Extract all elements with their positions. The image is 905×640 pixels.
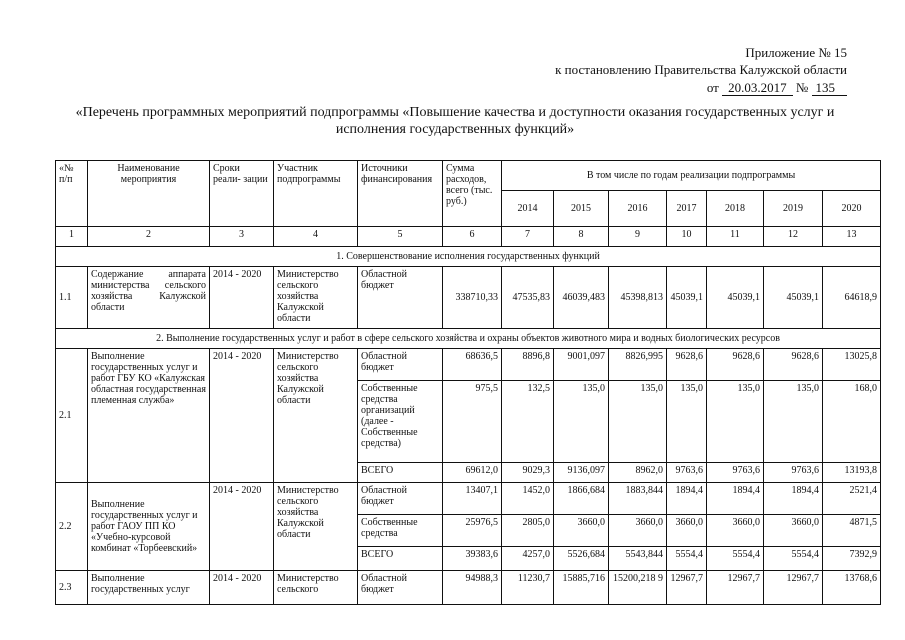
appendix-label: Приложение № 15 xyxy=(745,45,847,60)
row-value: 1894,4 xyxy=(707,483,764,515)
row-value: 135,0 xyxy=(707,381,764,463)
row-name: Выполнение государственных услуг и работ ГБУ КО «Калужская областная государственная племенная служба» xyxy=(88,349,210,483)
row-value: 135,0 xyxy=(667,381,707,463)
row-value: 13025,8 xyxy=(823,349,881,381)
col-num: 12 xyxy=(764,227,823,247)
row-value: 135,0 xyxy=(554,381,609,463)
table-header-row xyxy=(56,161,881,191)
row-value: 12967,7 xyxy=(667,571,707,605)
col-num: 3 xyxy=(210,227,274,247)
col-num: 7 xyxy=(502,227,554,247)
row-total: 69612,0 xyxy=(443,463,502,483)
col-num: 8 xyxy=(554,227,609,247)
row-value: 4871,5 xyxy=(823,515,881,547)
table-row-1-1 xyxy=(56,267,881,329)
row-name: Выполнение государственных услуг xyxy=(88,571,210,605)
table-row-2-1-budget xyxy=(56,349,881,381)
col-num: 11 xyxy=(707,227,764,247)
row-value: 3660,0 xyxy=(609,515,667,547)
row-value: 45039,1 xyxy=(764,267,823,329)
col-sources-header: Источники финансирования xyxy=(358,161,443,227)
row-total: 68636,5 xyxy=(443,349,502,381)
row-value: 3660,0 xyxy=(554,515,609,547)
row-value: 2521,4 xyxy=(823,483,881,515)
table-row-2-2-budget xyxy=(56,483,881,515)
row-value: 168,0 xyxy=(823,381,881,463)
row-value: 9763,6 xyxy=(707,463,764,483)
row-value: 5554,4 xyxy=(667,547,707,571)
from-label: от xyxy=(706,80,719,95)
row-total: 338710,33 xyxy=(443,267,502,329)
row-total: 13407,1 xyxy=(443,483,502,515)
row-value: 13768,6 xyxy=(823,571,881,605)
row-source: Областной бюджет xyxy=(358,267,443,329)
row-source: Собственные средства xyxy=(358,515,443,547)
col-num: 9 xyxy=(609,227,667,247)
year-cell: 2015 xyxy=(554,191,609,227)
row-total: 39383,6 xyxy=(443,547,502,571)
row-value: 12967,7 xyxy=(707,571,764,605)
row-source: Областной бюджет xyxy=(358,349,443,381)
row-name: Содержание аппарата министерства сельского хозяйства Калужской области xyxy=(88,267,210,329)
col-num: 13 xyxy=(823,227,881,247)
row-value: 1894,4 xyxy=(667,483,707,515)
year-cell: 2020 xyxy=(823,191,881,227)
row-value: 9029,3 xyxy=(502,463,554,483)
section-title-1: 1. Совершенствование исполнения государственных функций xyxy=(56,247,881,267)
title-line-1: «Перечень программных мероприятий подпрограммы «Повышение качества и доступности оказания государственных услуг и xyxy=(75,105,835,120)
row-value: 9763,6 xyxy=(764,463,823,483)
row-value: 1452,0 xyxy=(502,483,554,515)
document-title xyxy=(60,104,850,138)
row-value: 9001,097 xyxy=(554,349,609,381)
row-terms: 2014 - 2020 xyxy=(210,267,274,329)
row-value: 3660,0 xyxy=(667,515,707,547)
row-value: 1866,684 xyxy=(554,483,609,515)
year-cell: 2018 xyxy=(707,191,764,227)
row-value: 3660,0 xyxy=(764,515,823,547)
row-terms: 2014 - 2020 xyxy=(210,571,274,605)
row-total: 25976,5 xyxy=(443,515,502,547)
row-value: 7392,9 xyxy=(823,547,881,571)
row-participant: Министерство сельского хозяйства Калужской области xyxy=(274,349,358,483)
row-source: Областной бюджет xyxy=(358,571,443,605)
number-value: 135 xyxy=(812,81,848,96)
row-value: 2805,0 xyxy=(502,515,554,547)
row-value: 3660,0 xyxy=(707,515,764,547)
col-num: 6 xyxy=(443,227,502,247)
year-cell: 2019 xyxy=(764,191,823,227)
row-value: 5554,4 xyxy=(707,547,764,571)
year-cell: 2014 xyxy=(502,191,554,227)
col-num: 2 xyxy=(88,227,210,247)
col-participant-header: Участник подпрограммы xyxy=(274,161,358,227)
col-num: 5 xyxy=(358,227,443,247)
row-value: 5554,4 xyxy=(764,547,823,571)
col-num: 1 xyxy=(56,227,88,247)
row-value: 9628,6 xyxy=(707,349,764,381)
row-value: 9628,6 xyxy=(764,349,823,381)
row-value: 13193,8 xyxy=(823,463,881,483)
row-value: 5526,684 xyxy=(554,547,609,571)
section-title-2: 2. Выполнение государственных услуг и работ в сфере сельского хозяйства и охраны объектов животного мира и водных биологических ресурсов xyxy=(56,329,881,349)
year-cell: 2017 xyxy=(667,191,707,227)
table-row-2-3 xyxy=(56,571,881,605)
row-no: 1.1 xyxy=(56,267,88,329)
row-value: 9763,6 xyxy=(667,463,707,483)
row-source: Областной бюджет xyxy=(358,483,443,515)
row-participant: Министерство сельского хозяйства Калужской области xyxy=(274,267,358,329)
col-years-header: В том числе по годам реализации подпрограммы xyxy=(502,161,881,191)
row-source: ВСЕГО xyxy=(358,463,443,483)
row-participant: Министерство сельского xyxy=(274,571,358,605)
row-value: 8896,8 xyxy=(502,349,554,381)
row-value: 12967,7 xyxy=(764,571,823,605)
column-numbers-row xyxy=(56,227,881,247)
row-value: 5543,844 xyxy=(609,547,667,571)
row-value: 135,0 xyxy=(609,381,667,463)
title-line-2: исполнения государственных функций» xyxy=(335,122,575,137)
row-value: 15885,716 xyxy=(554,571,609,605)
col-terms-header: Сроки реали- зации xyxy=(210,161,274,227)
row-value: 135,0 xyxy=(764,381,823,463)
row-value: 47535,83 xyxy=(502,267,554,329)
row-value: 132,5 xyxy=(502,381,554,463)
col-total-header: Сумма расходов, всего (тыс. руб.) xyxy=(443,161,502,227)
col-name-header: Наименование мероприятия xyxy=(88,161,210,227)
date-number-line xyxy=(707,79,847,96)
row-no: 2.3 xyxy=(56,571,88,605)
row-value: 45398,813 xyxy=(609,267,667,329)
row-value: 46039,483 xyxy=(554,267,609,329)
section-row-2 xyxy=(56,329,881,349)
section-row-1 xyxy=(56,247,881,267)
number-label: № xyxy=(795,80,809,95)
row-value: 64618,9 xyxy=(823,267,881,329)
row-value: 9136,097 xyxy=(554,463,609,483)
row-name: Выполнение государственных услуг и работ ГАОУ ПП КО «Учебно-курсовой комбинат «Торбеевский» xyxy=(88,483,210,571)
row-no: 2.2 xyxy=(56,483,88,571)
col-num: 4 xyxy=(274,227,358,247)
row-value: 4257,0 xyxy=(502,547,554,571)
row-value: 8826,995 xyxy=(609,349,667,381)
year-cell: 2016 xyxy=(609,191,667,227)
resolution-label: к постановлению Правительства Калужской области xyxy=(555,62,847,77)
row-participant: Министерство сельского хозяйства Калужской области xyxy=(274,483,358,571)
row-value: 11230,7 xyxy=(502,571,554,605)
row-terms: 2014 - 2020 xyxy=(210,483,274,571)
row-value: 8962,0 xyxy=(609,463,667,483)
row-source: Собственные средства организаций (далее - Собственные средства) xyxy=(358,381,443,463)
row-source: ВСЕГО xyxy=(358,547,443,571)
row-value: 1883,844 xyxy=(609,483,667,515)
measures-table xyxy=(55,160,881,605)
row-value: 9628,6 xyxy=(667,349,707,381)
col-num: 10 xyxy=(667,227,707,247)
row-total: 94988,3 xyxy=(443,571,502,605)
row-no: 2.1 xyxy=(56,349,88,483)
row-value: 45039,1 xyxy=(667,267,707,329)
col-no-header: «№ п/п xyxy=(56,161,88,227)
row-total: 975,5 xyxy=(443,381,502,463)
row-value: 1894,4 xyxy=(764,483,823,515)
date-value: 20.03.2017 xyxy=(722,81,793,96)
row-value: 45039,1 xyxy=(707,267,764,329)
row-value: 15200,218 9 xyxy=(609,571,667,605)
row-terms: 2014 - 2020 xyxy=(210,349,274,483)
